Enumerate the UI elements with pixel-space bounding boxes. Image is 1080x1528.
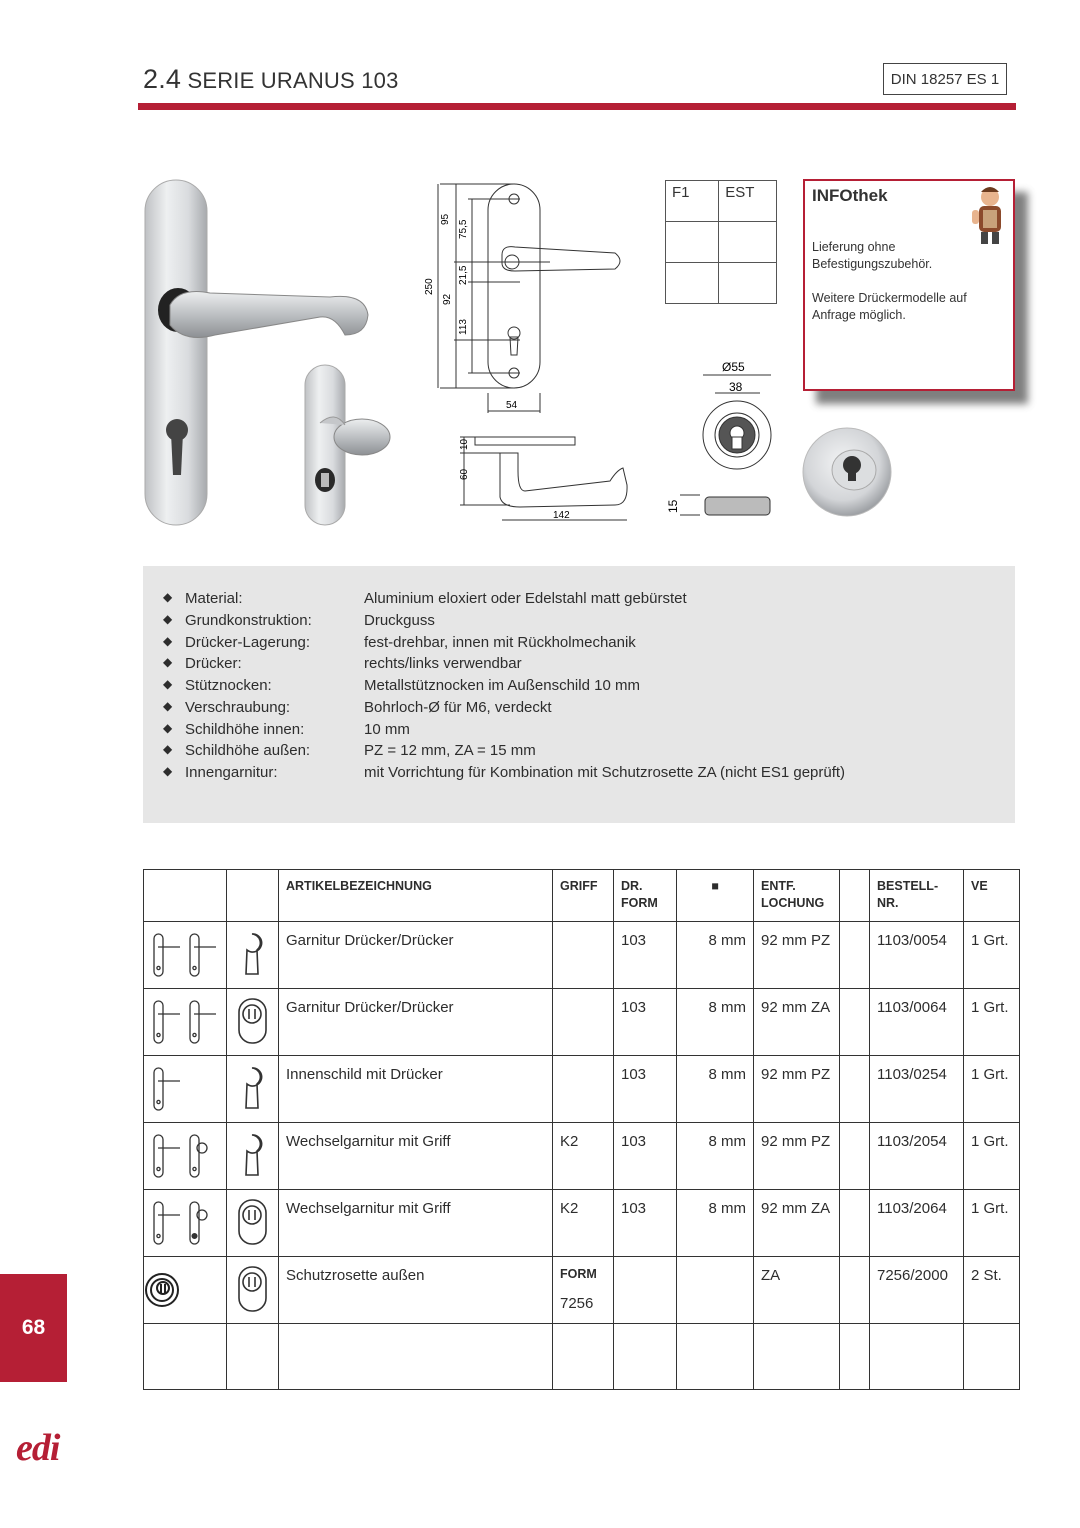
- table-row: [144, 922, 1020, 989]
- diamond-bullet-icon: ◆: [163, 612, 173, 626]
- header-artikel: ARTIKELBEZEICHNUNG: [279, 870, 553, 922]
- spec-value: Aluminium eloxiert oder Edelstahl matt gebürstet: [364, 590, 687, 607]
- form-cell: 103: [614, 1190, 677, 1257]
- spec-label: Schildhöhe innen:: [185, 721, 305, 738]
- cylinder-cover-icon: [227, 1190, 279, 1257]
- empty-cell: [279, 1324, 553, 1390]
- griff-cell: [553, 1056, 614, 1123]
- spec-label: Drücker:: [185, 655, 242, 672]
- header-icon-cell: [227, 870, 279, 922]
- empty-cell: [840, 1190, 870, 1257]
- finish-grid: [665, 180, 777, 304]
- empty-cell: [677, 1324, 754, 1390]
- empty-cell: [870, 1324, 964, 1390]
- griff-cell: K2: [553, 1190, 614, 1257]
- square-cell: 8 mm: [677, 922, 754, 989]
- spec-value: 10 mm: [364, 721, 410, 738]
- bestell-cell: 1103/2054: [870, 1123, 964, 1190]
- spec-value: PZ = 12 mm, ZA = 15 mm: [364, 742, 536, 759]
- infothek-line-2: Weitere Drückermodelle auf Anfrage möglich.: [812, 291, 967, 322]
- square-cell: 8 mm: [677, 1056, 754, 1123]
- dim-92: 92: [442, 293, 453, 305]
- griff-form-value: 7256: [560, 1295, 594, 1312]
- square-cell: 8 mm: [677, 989, 754, 1056]
- griff-cell: K2: [553, 1123, 614, 1190]
- table-row: [144, 1257, 1020, 1324]
- mascot-icon: [969, 184, 1011, 246]
- bestell-cell: 1103/0054: [870, 922, 964, 989]
- empty-cell: [227, 1324, 279, 1390]
- section-number: 2.4: [143, 64, 182, 94]
- technical-drawing-rosette: [660, 355, 800, 535]
- dim-113: 113: [458, 319, 469, 335]
- diamond-bullet-icon: ◆: [163, 677, 173, 691]
- spec-value: Bohrloch-Ø für M6, verdeckt: [364, 699, 552, 716]
- ve-cell: 1 Grt.: [964, 1056, 1020, 1123]
- finish-f1-label: F1: [666, 181, 719, 222]
- product-photo-handle-set: [140, 175, 400, 535]
- header-empty: [840, 870, 870, 922]
- ve-cell: 1 Grt.: [964, 1123, 1020, 1190]
- square-cell: 8 mm: [677, 1190, 754, 1257]
- dim-60: 60: [459, 468, 470, 480]
- empty-cell: [840, 1056, 870, 1123]
- form-cell: 103: [614, 989, 677, 1056]
- profile-cylinder-icon: [227, 1123, 279, 1190]
- product-photo-rosette: [800, 425, 895, 520]
- dim-15: 15: [666, 499, 680, 513]
- table-row-empty: [144, 1324, 1020, 1390]
- griff-form-label: FORM: [560, 1267, 597, 1281]
- ve-cell: 1 Grt.: [964, 922, 1020, 989]
- empty-cell: [553, 1324, 614, 1390]
- header-griff: GRIFF: [553, 870, 614, 922]
- empty-cell: [840, 922, 870, 989]
- finish-est-label: EST: [719, 181, 777, 222]
- empty-cell: [614, 1324, 677, 1390]
- section-title: SERIE URANUS 103: [187, 68, 399, 93]
- artikel-cell: Schutzrosette außen: [279, 1257, 553, 1324]
- header-rule: [138, 103, 1016, 110]
- bestell-cell: 1103/2064: [870, 1190, 964, 1257]
- artikel-cell: Wechselgarnitur mit Griff: [279, 1190, 553, 1257]
- ve-cell: 1 Grt.: [964, 1190, 1020, 1257]
- griff-cell: [553, 1257, 614, 1324]
- spec-label: Verschraubung:: [185, 699, 291, 716]
- spec-label: Schildhöhe außen:: [185, 742, 311, 759]
- diamond-bullet-icon: ◆: [163, 742, 173, 756]
- dim-10: 10: [459, 438, 470, 450]
- dim-95: 95: [440, 213, 451, 225]
- technical-drawing-plate: [420, 175, 635, 535]
- lochung-cell: 92 mm ZA: [754, 1190, 840, 1257]
- spec-value: fest-drehbar, innen mit Rückholmechanik: [364, 634, 636, 651]
- finish-f1-cell: [666, 222, 719, 263]
- infothek-box: [803, 179, 1015, 391]
- form-cell: [614, 1257, 677, 1324]
- spec-label: Innengarnitur:: [185, 764, 278, 781]
- standard-badge: DIN 18257 ES 1: [883, 63, 1007, 95]
- form-cell: 103: [614, 1123, 677, 1190]
- table-row: [144, 1123, 1020, 1190]
- finish-est-cell: [719, 222, 777, 263]
- square-cell: [677, 1257, 754, 1324]
- lochung-cell: 92 mm PZ: [754, 1123, 840, 1190]
- cylinder-cover-icon: [227, 1257, 279, 1324]
- diamond-bullet-icon: ◆: [163, 590, 173, 604]
- finish-f1-cell: [666, 263, 719, 304]
- page-title: [143, 64, 399, 95]
- finish-est-cell: [719, 263, 777, 304]
- diamond-bullet-icon: ◆: [163, 699, 173, 713]
- infothek-line-1: Lieferung ohne Befestigungszubehör.: [812, 240, 933, 271]
- spec-panel: [143, 566, 1015, 823]
- brand-logo: edi: [16, 1427, 60, 1469]
- bestell-cell: 1103/0064: [870, 989, 964, 1056]
- empty-cell: [754, 1324, 840, 1390]
- bestell-cell: 7256/2000: [870, 1257, 964, 1324]
- infothek-title: INFOthek: [812, 186, 888, 205]
- ve-cell: 1 Grt.: [964, 989, 1020, 1056]
- header-drform: DR. FORM: [614, 870, 677, 922]
- lochung-cell: 92 mm PZ: [754, 1056, 840, 1123]
- empty-cell: [840, 1123, 870, 1190]
- artikel-cell: Garnitur Drücker/Drücker: [279, 922, 553, 989]
- lever-pair-icon: [144, 922, 227, 989]
- spec-label: Drücker-Lagerung:: [185, 634, 311, 651]
- table-row: [144, 1190, 1020, 1257]
- bestell-cell: 1103/0254: [870, 1056, 964, 1123]
- dim-21-5: 21,5: [458, 265, 469, 285]
- header-bestell: BESTELL- NR.: [870, 870, 964, 922]
- spec-label: Stütznocken:: [185, 677, 272, 694]
- artikel-cell: Innenschild mit Drücker: [279, 1056, 553, 1123]
- header-ve: VE: [964, 870, 1020, 922]
- diamond-bullet-icon: ◆: [163, 721, 173, 735]
- spec-value: mit Vorrichtung für Kombination mit Schutzrosette ZA (nicht ES1 geprüft): [364, 764, 846, 781]
- diamond-bullet-icon: ◆: [163, 634, 173, 648]
- table-row: [144, 989, 1020, 1056]
- single-lever-icon: [144, 1056, 227, 1123]
- dim-diameter-55: Ø55: [722, 360, 745, 374]
- empty-cell: [144, 1324, 227, 1390]
- form-cell: 103: [614, 1056, 677, 1123]
- griff-cell: [553, 989, 614, 1056]
- empty-cell: [840, 989, 870, 1056]
- empty-cell: [840, 1257, 870, 1324]
- griff-cell: [553, 922, 614, 989]
- dim-54: 54: [506, 400, 518, 411]
- spec-label: Material:: [185, 590, 243, 607]
- header-entf: ENTF. LOCHUNG: [754, 870, 840, 922]
- dim-75-5: 75,5: [458, 219, 469, 239]
- cylinder-cover-icon: [227, 989, 279, 1056]
- spec-value: Druckguss: [364, 612, 435, 629]
- dim-250: 250: [424, 278, 435, 295]
- lever-knob-icon: [144, 1190, 227, 1257]
- artikel-cell: Garnitur Drücker/Drücker: [279, 989, 553, 1056]
- table-row: [144, 1056, 1020, 1123]
- profile-cylinder-icon: [227, 922, 279, 989]
- rosette-icon: [144, 1257, 227, 1324]
- profile-cylinder-icon: [227, 1056, 279, 1123]
- lever-knob-icon: [144, 1123, 227, 1190]
- square-cell: 8 mm: [677, 1123, 754, 1190]
- page-number: 68: [0, 1274, 67, 1382]
- lochung-cell: 92 mm PZ: [754, 922, 840, 989]
- spec-label: Grundkonstruktion:: [185, 612, 312, 629]
- diamond-bullet-icon: ◆: [163, 764, 173, 778]
- spec-value: Metallstütznocken im Außenschild 10 mm: [364, 677, 640, 694]
- dim-142: 142: [553, 510, 570, 521]
- ve-cell: 2 St.: [964, 1257, 1020, 1324]
- table-header-row: [144, 870, 1020, 922]
- lever-pair-icon: [144, 989, 227, 1056]
- spec-value: rechts/links verwendbar: [364, 655, 522, 672]
- lochung-cell: ZA: [754, 1257, 840, 1324]
- form-cell: 103: [614, 922, 677, 989]
- diamond-bullet-icon: ◆: [163, 655, 173, 669]
- artikel-cell: Wechselgarnitur mit Griff: [279, 1123, 553, 1190]
- header-icon-cell: [144, 870, 227, 922]
- lochung-cell: 92 mm ZA: [754, 989, 840, 1056]
- empty-cell: [840, 1324, 870, 1390]
- dim-38: 38: [729, 380, 743, 394]
- empty-cell: [964, 1324, 1020, 1390]
- product-table: [143, 869, 1020, 1390]
- header-square: ■: [677, 870, 754, 922]
